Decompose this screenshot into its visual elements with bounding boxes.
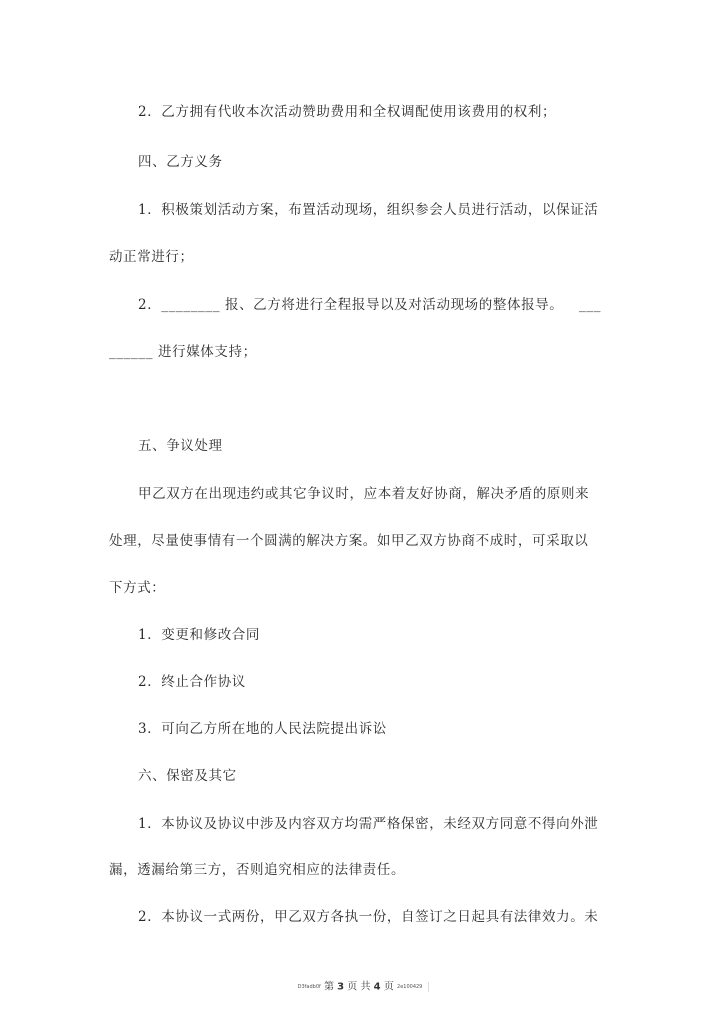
section-heading: 五、争议处理 [138,438,223,454]
paragraph-line: 2．乙方拥有代收本次活动赞助费用和全权调配使用该费用的权利； [138,104,557,120]
footer-right-code: 2e100429 [397,984,423,990]
section-heading: 四、乙方义务 [138,154,223,170]
footer-page-prefix: 第 [323,981,334,993]
footer-page-suffix: 页 [383,981,394,993]
footer-divider [428,982,429,992]
blank-underline: ___ [579,297,602,313]
list-item: 3．可向乙方所在地的人民法院提出诉讼 [138,721,387,737]
paragraph-line: 处理，尽量使事情有一个圆满的解决方案。如甲乙双方协商不成时，可采取以 [109,533,589,549]
footer-page-current: 3 [337,981,345,993]
footer-page-mid: 页 共 [347,981,371,993]
paragraph-line: 甲乙双方在出现违约或其它争议时，应本着友好协商，解决矛盾的原则来 [138,486,590,502]
paragraph-line: 下方式： [109,580,166,596]
footer-left-code: D3fadb0f [297,984,321,990]
paragraph-line: 漏，透漏给第三方，否则追究相应的法律责任。 [109,862,406,878]
list-item: 2．终止合作协议 [138,674,246,690]
section-heading: 六、保密及其它 [138,768,237,784]
paragraph-line: 1．本协议及协议中涉及内容双方均需严格保密，未经双方同意不得向外泄 [138,816,599,832]
paragraph-line: ______ 进行媒体支持； [109,344,257,360]
paragraph-line: 1．积极策划活动方案，布置活动现场，组织参会人员进行活动，以保证活 [138,202,599,218]
footer-page-total: 4 [373,981,381,993]
page-footer [0,980,720,995]
paragraph-line: 2．________ 报、乙方将进行全程报导以及对活动现场的整体报导。 [138,297,564,313]
paragraph-line: 2．本协议一式两份，甲乙双方各执一份，自签订之日起具有法律效力。未 [138,909,599,925]
list-item: 1．变更和修改合同 [138,627,260,643]
paragraph-line: 动正常进行； [109,249,194,265]
